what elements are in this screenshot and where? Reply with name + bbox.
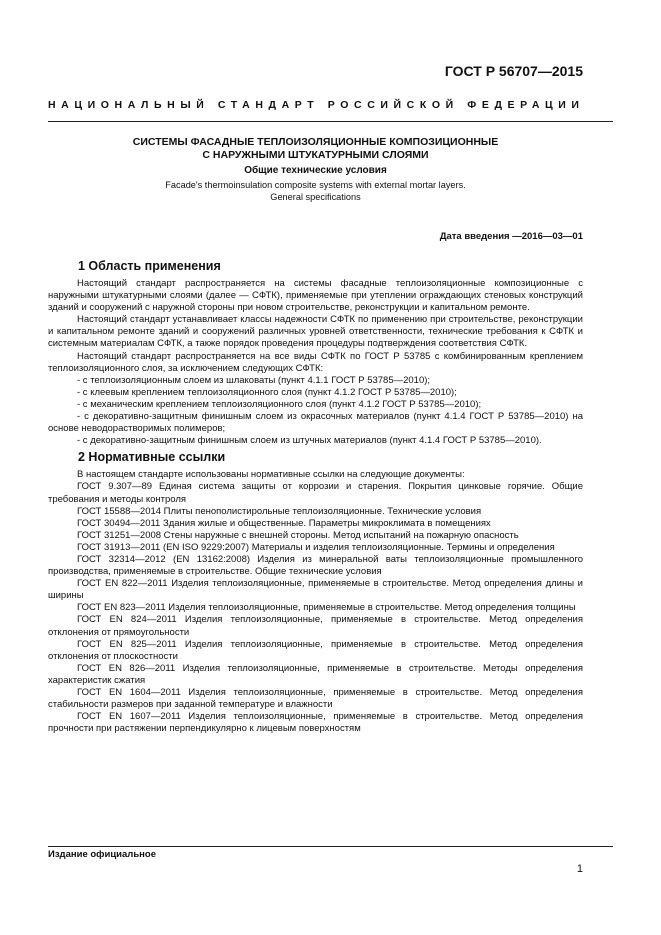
title-block — [48, 136, 583, 203]
page-number: 1 — [576, 863, 583, 875]
reference-item: ГОСТ 30494—2011 Здания жилые и общественные. Параметры микроклимата в помещениях — [77, 517, 491, 529]
title-line-1: СИСТЕМЫ ФАСАДНЫЕ ТЕПЛОИЗОЛЯЦИОННЫЕ КОМПОЗИЦИОННЫЕ — [132, 136, 499, 148]
reference-item: ГОСТ 32314—2012 (EN 13162:2008) Изделия из минеральной ваты теплоизоляционные промышленного производства, применяемые в строительстве. Общие технические условия — [48, 553, 583, 578]
reference-item: ГОСТ EN 826—2011 Изделия теплоизоляционные, применяемые в строительстве. Методы определения характеристик сжатия — [48, 662, 583, 686]
paragraph: Настоящий стандарт устанавливает классы надежности СФТК по применению при строительстве, реконструкции и капитальном ремонте зданий и сооружений различных уровней ответственности, технические требования к СФТК и системным материалам СФТК, а также порядок проведения процедуры подтверждения соответствия СФТК. — [48, 314, 583, 350]
official-edition-label: Издание официальное — [48, 849, 156, 860]
list-item: - с декоративно-защитным финишным слоем из штучных материалов (пункт 4.1.4 ГОСТ Р 53785—2010). — [77, 435, 542, 447]
introduction-date: Дата введения —2016—03—01 — [439, 231, 583, 242]
list-item: - с теплоизоляционным слоем из шлаковаты (пункт 4.1.1 ГОСТ Р 53785—2010); — [77, 374, 431, 386]
section-1-heading: 1 Область применения — [78, 259, 221, 273]
reference-item: ГОСТ 15588—2014 Плиты пенополистирольные теплоизоляционные. Технические условия — [77, 505, 482, 517]
english-title-line-2: General specifications — [270, 192, 361, 202]
reference-item: ГОСТ EN 822—2011 Изделия теплоизоляционные, применяемые в строительстве. Метод определения длины и ширины — [48, 578, 583, 602]
main-content — [48, 258, 583, 735]
national-standard-banner: НАЦИОНАЛЬНЫЙ СТАНДАРТ РОССИЙСКОЙ ФЕДЕРАЦИИ — [48, 99, 585, 111]
paragraph: В настоящем стандарте использованы нормативные ссылки на следующие документы: — [77, 469, 465, 481]
reference-item: ГОСТ EN 824—2011 Изделия теплоизоляционные, применяемые в строительстве. Метод определения отклонения от прямоугольности — [48, 614, 583, 638]
document-subtitle: Общие технические условия — [244, 165, 387, 176]
list-item: - с механическим креплением теплоизоляционного слоя (пункт 4.1.2 ГОСТ Р 53785—2010); — [77, 398, 482, 410]
footer-divider — [48, 846, 613, 847]
reference-item: ГОСТ EN 1604—2011 Изделия теплоизоляционные, применяемые в строительстве. Метод определения стабильности размеров при заданной температуре и влажности — [48, 687, 583, 711]
paragraph: Настоящий стандарт распространяется на все виды СФТК по ГОСТ Р 53785 с комбинированным креплением теплоизоляционного слоя, за исключением следующих СФТК: — [48, 350, 583, 374]
reference-item: ГОСТ 31913—2011 (EN ISO 9229:2007) Материалы и изделия теплоизоляционные. Термины и определения — [77, 541, 555, 553]
section-2-heading: 2 Нормативные ссылки — [78, 450, 226, 465]
header-divider — [48, 121, 613, 122]
title-line-2: С НАРУЖНЫМИ ШТУКАТУРНЫМИ СЛОЯМИ — [202, 149, 429, 161]
english-title-line-1: Facade's thermoinsulation composite systems with external mortar layers. — [165, 180, 466, 190]
list-item: - с клеевым креплением теплоизоляционного слоя (пункт 4.1.2 ГОСТ Р 53785—2010); — [77, 386, 457, 398]
gost-number: ГОСТ Р 56707—2015 — [444, 63, 583, 79]
reference-item: ГОСТ EN 823—2011 Изделия теплоизоляционные, применяемые в строительстве. Метод определения толщины — [77, 602, 576, 614]
reference-item: ГОСТ 9.307—89 Единая система защиты от коррозии и старения. Покрытия цинковые горячие. Общие требования и методы контроля — [48, 481, 583, 505]
paragraph: Настоящий стандарт распространяется на системы фасадные теплоизоляционные композиционные с наружными штукатурными слоями (далее — СФТК), применяемые при утеплении ограждающих стеновых конструкций зданий и сооружений с наружной стороны при новом строительстве, реконструкции и капитальном ремонте. — [48, 278, 583, 314]
reference-item: ГОСТ EN 1607—2011 Изделия теплоизоляционные, применяемые в строительстве. Метод определения прочности при растяжении перпендикулярно к лицевым поверхностям — [48, 711, 583, 735]
reference-item: ГОСТ EN 825—2011 Изделия теплоизоляционные, применяемые в строительстве. Метод определения отклонения от плоскостности — [48, 638, 583, 662]
reference-item: ГОСТ 31251—2008 Стены наружные с внешней стороны. Метод испытаний на пожарную опасность — [77, 529, 519, 541]
list-item: - с декоративно-защитным финишным слоем из окрасочных материалов (пункт 4.1.4 ГОСТ Р 53785—2010) на основе неводорастворимых полимеров; — [48, 411, 583, 435]
